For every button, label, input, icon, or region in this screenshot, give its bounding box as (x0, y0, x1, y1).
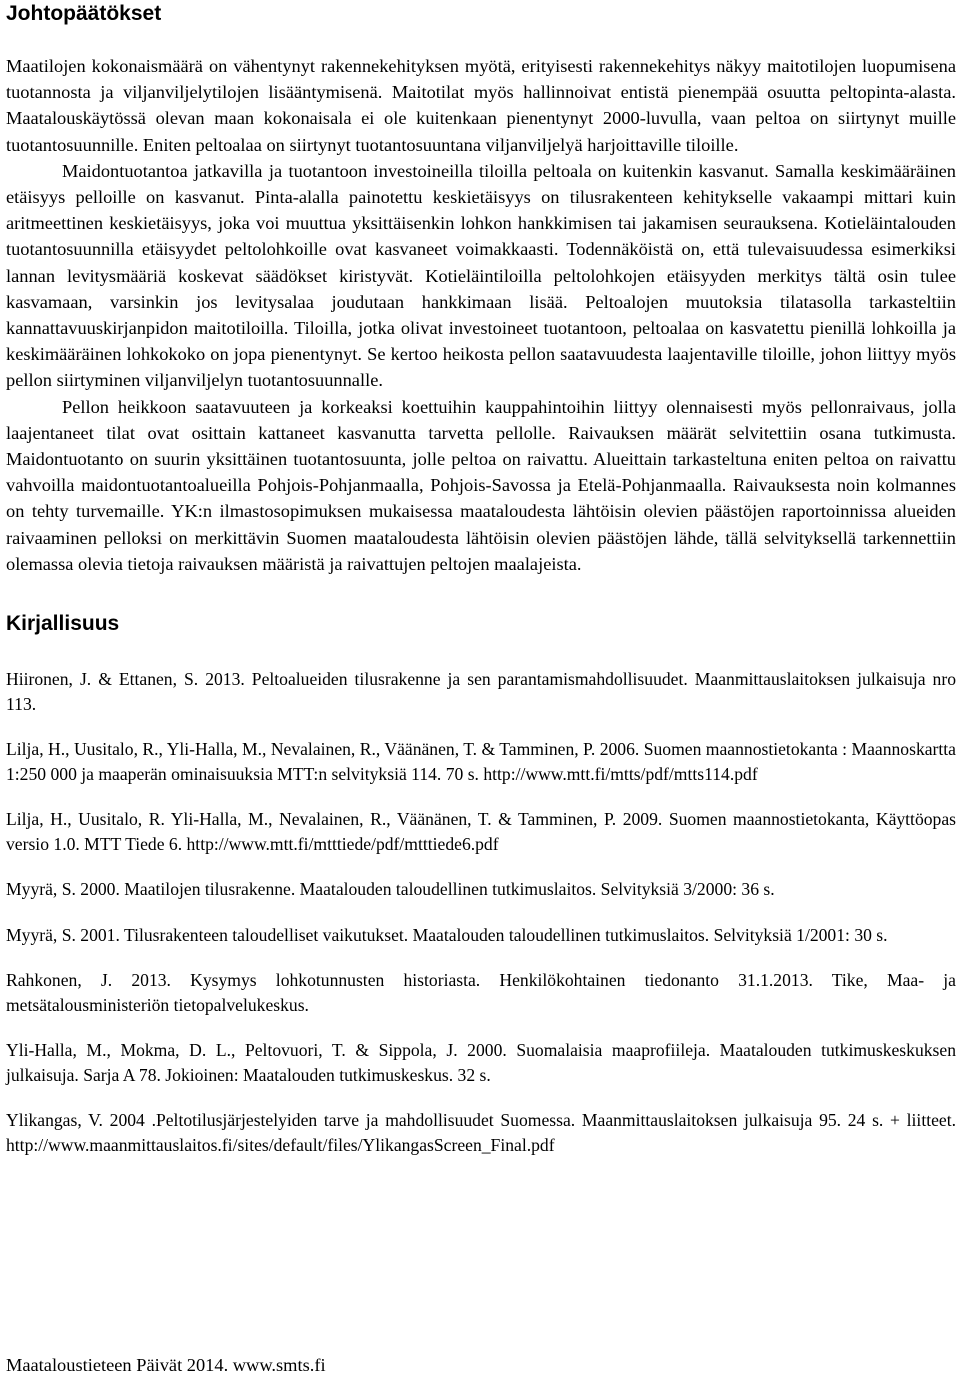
reference-item: Myyrä, S. 2000. Maatilojen tilusrakenne. Maatalouden taloudellinen tutkimuslaitos. Selvityksiä 3/2000: 36 s. (6, 879, 775, 900)
conclusions-paragraph-3-text: Pellon heikkoon saatavuuteen ja korkeaksi koettuihin kauppahintoihin liittyy olennaisesti myös pellonraivaus, jolla laajentaneet tilat ovat osittain kattaneet kasvanutta tarvetta pellolle. Raivauksen määrät selvitettiin osana tutkimusta. Maidontuotanto on suurin yksittäinen tuotantosuunta, jolle peltoa on raivattu. Alueittain tarkasteltuna eniten peltoa on raivattu vahvoilla maidontuotantoalueilla Pohjois-Pohjanmaalla, Pohjois-Savossa ja Etelä-Pohjanmaalla. Raivauksesta noin kolmannes on tehty turvemaille. YK:n ilmastosopimuksen mukaisessa maataloudesta lähtöisin olevien päästöjen raportoinnissa alueiden raivaaminen pelloksi on merkittävin Suomen maataloudesta lähtöisin olevien päästöjen lähde, tällä selvityksellä tarkennettiin olemassa olevia tietoja raivauksen määristä ja raivattujen peltojen maalajeista. (6, 396, 956, 574)
reference-item: Lilja, H., Uusitalo, R. Yli-Halla, M., Nevalainen, R., Väänänen, T. & Tamminen, P. 2009. Suomen maannostietokanta, Käyttöopas versio 1.0. MTT Tiede 6. http://www.mtt.fi/mtttiede/pdf/mtttiede6.pdf (6, 809, 956, 854)
conclusions-heading: Johtopäätökset (6, 2, 162, 25)
conclusions-paragraph-2-text: Maidontuotantoa jatkavilla ja tuotantoon investoineilla tiloilla peltoala on kuitenkin kasvanut. Samalla keskimääräinen etäisyys pelloille on kasvanut. Pinta-alalla painotettu keskietäisyys on tilusrakenteen kehitykselle vakaampi mittari kuin aritmeettinen keskietäisyys, joka voi muuttua yksittäisenkin lohkon hankkimisen tai jakamisen seurauksena. Kotieläintalouden tuotantosuunnilla etäisyydet peltolohkoille ovat kasvaneet voimakkaasti. Todennäköistä on, että tulevaisuudessa esimerkiksi lannan levitysmääriä koskevat säädökset kiristyvät. Kotieläintiloilla peltolohkojen etäisyyden merkitys tältä osin tulee kasvamaan, varsinkin jos levitysalaa joudutaan hankkimaan lisää. Peltoalojen muutoksia tilatasolla tarkasteltiin kannattavuuskirjanpidon maitotiloilla. Tiloilla, jotka olivat investoineet tuotantoon, peltoalaa on kasvatettu pienillä lohkoilla ja keskimääräinen lohkokoko on jopa pienentynyt. Se kertoo heikosta pellon saatavuudesta laajentaville tiloille, johon liittyy myös pellon siirtyminen viljanviljelyn tuotantosuunnalle. (6, 160, 956, 391)
reference-item: Hiironen, J. & Ettanen, S. 2013. Peltoalueiden tilusrakenne ja sen parantamismahdollisuudet. Maanmittauslaitoksen julkaisuja nro 113. (6, 669, 956, 714)
references-heading: Kirjallisuus (6, 612, 120, 636)
page-content (6, 0, 956, 1178)
conclusions-paragraph-3 (6, 394, 956, 577)
page-footer: Maataloustieteen Päivät 2014. www.smts.fi (6, 1355, 326, 1375)
reference-list (6, 667, 956, 1157)
reference-item: Ylikangas, V. 2004 .Peltotilusjärjestelyiden tarve ja mahdollisuudet Suomessa. Maanmittauslaitoksen julkaisuja 95. 24 s. + liitteet. http://www.maanmittauslaitos.fi/sites/default/files/YlikangasScreen_Final.pdf (6, 1110, 956, 1155)
reference-item: Myyrä, S. 2001. Tilusrakenteen taloudelliset vaikutukset. Maatalouden taloudellinen tutkimuslaitos. Selvityksiä 1/2001: 30 s. (6, 924, 888, 945)
conclusions-paragraph-1: Maatilojen kokonaismäärä on vähentynyt rakennekehityksen myötä, erityisesti rakennekehitys näkyy maitotilojen luopumisena tuotannosta ja viljanviljelytilojen lisääntymisenä. Maitotilat myös hallinnoivat entistä pienempää osuutta peltopinta-alasta. Maatalouskäytössä olevan maan kokonaisala ei ole kuitenkaan pienentynyt 2000-luvulla, vaan peltoa on siirtynyt muille tuotantosuunnille. Eniten peltoalaa on siirtynyt tuotantosuuntana viljanviljelyä harjoittaville tiloille. (6, 56, 956, 155)
reference-item: Yli-Halla, M., Mokma, D. L., Peltovuori, T. & Sippola, J. 2000. Suomalaisia maaprofiileja. Maatalouden tutkimuskeskuksen julkaisuja. Sarja A 78. Jokioinen: Maatalouden tutkimuskeskus. 32 s. (6, 1040, 956, 1085)
reference-item: Rahkonen, J. 2013. Kysymys lohkotunnusten historiasta. Henkilökohtainen tiedonanto 31.1.2013. Tike, Maa- ja metsätalousministeriön tietopalvelukeskus. (6, 970, 956, 1015)
conclusions-paragraph-2 (6, 158, 956, 394)
conclusions-body (6, 53, 956, 577)
reference-item: Lilja, H., Uusitalo, R., Yli-Halla, M., Nevalainen, R., Väänänen, T. & Tamminen, P. 2006. Suomen maannostietokanta : Maannoskartta 1:250 000 ja maaperän ominaisuuksia MTT:n selvityksiä 114. 70 s. http://www.mtt.fi/mtts/pdf/mtts114.pdf (6, 739, 956, 784)
